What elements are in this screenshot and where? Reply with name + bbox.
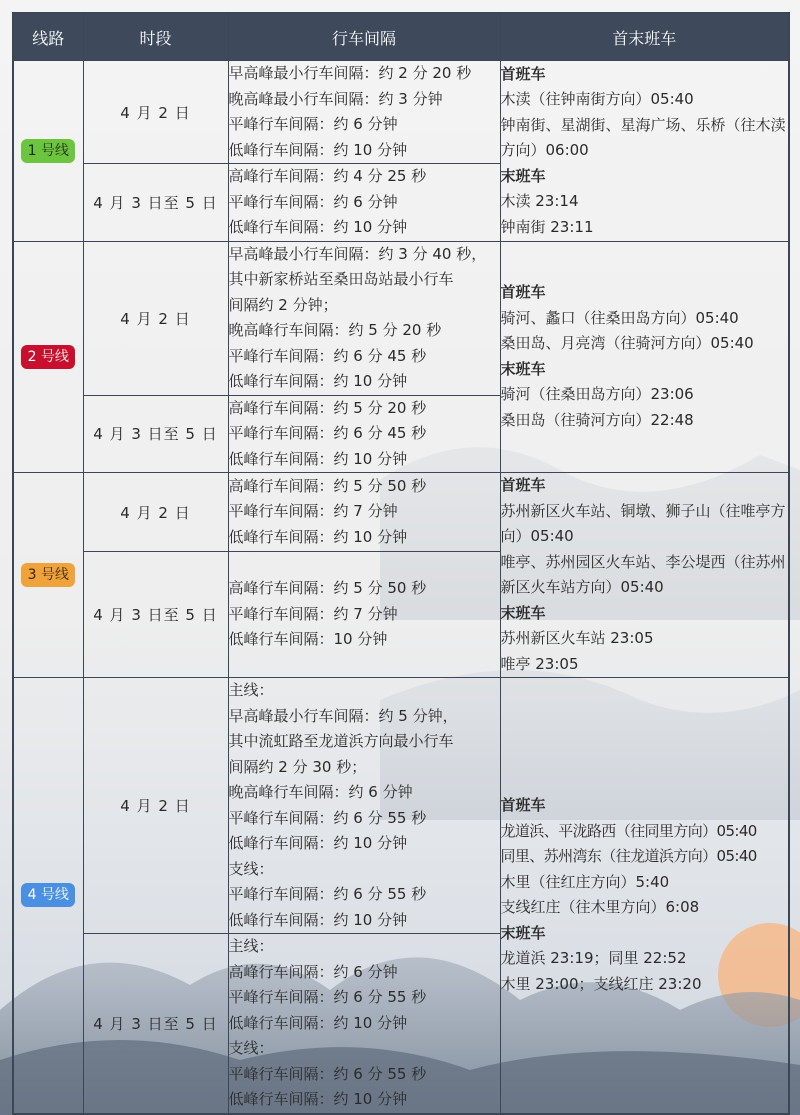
interval-line: 低峰行车间隔：约 10 分钟: [228, 527, 408, 546]
schedule-line: 骑河、蠡口（往桑田岛方向）05:40: [500, 308, 739, 327]
line-2-cell: [13, 241, 83, 473]
schedule-line: 木渎 23:14: [500, 192, 579, 210]
interval-line: 低峰行车间隔：约 10 分钟: [228, 140, 408, 159]
line-4-cell: [13, 678, 83, 1114]
interval-line: 低峰行车间隔：10 分钟: [228, 630, 388, 649]
interval-line: 早高峰最小行车间隔：约 2 分 20 秒: [228, 64, 472, 82]
interval-line: 低峰行车间隔：约 10 分钟: [228, 1090, 408, 1108]
period-cell: 4 月 3 日至 5 日: [83, 164, 228, 242]
last-train-heading: 末班车: [500, 166, 546, 185]
first-train-heading: 首班车: [500, 796, 546, 815]
interval-line: 平峰行车间隔：约 6 分 55 秒: [228, 988, 427, 1006]
last-train-heading: 末班车: [500, 923, 546, 942]
first-last-cell: [500, 473, 789, 678]
schedule-line: 钟南街、星湖街、星海广场、乐桥（往木渎方向）06:00: [500, 115, 786, 159]
last-train-heading: 末班车: [500, 359, 546, 378]
line-3-cell: [13, 473, 83, 678]
interval-line: 间隔约 2 分 30 秒；: [228, 757, 367, 776]
first-last-cell: [500, 678, 789, 1114]
interval-line: 高峰行车间隔：约 5 分 50 秒: [228, 579, 427, 598]
schedule-line: 木里（往红庄方向）5:40: [500, 872, 670, 891]
schedule-line: 龙道浜、平泷路西（往同里方向）05:40: [500, 821, 757, 840]
period-cell: 4 月 2 日: [83, 61, 228, 164]
schedule-line: 桑田岛、月亮湾（往骑河方向）05:40: [500, 334, 754, 353]
interval-line: 其中流虹路至龙道浜方向最小行车: [228, 732, 454, 750]
interval-cell: [228, 395, 500, 473]
schedule-line: 苏州新区火车站 23:05: [500, 629, 654, 647]
interval-line: 低峰行车间隔：约 10 分钟: [228, 372, 408, 390]
interval-line: 低峰行车间隔：约 10 分钟: [228, 834, 408, 852]
table-header-row: [13, 13, 789, 61]
last-train-heading: 末班车: [500, 603, 546, 622]
first-train-heading: 首班车: [500, 476, 546, 494]
table-row: [13, 241, 789, 395]
schedule-line: 桑田岛（往骑河方向）22:48: [500, 410, 694, 429]
period-cell: 4 月 2 日: [83, 241, 228, 395]
schedule-line: 木里 23:00；支线红庄 23:20: [500, 974, 702, 993]
interval-line: 高峰行车间隔：约 5 分 20 秒: [228, 398, 427, 417]
line-1-badge: 1 号线: [21, 139, 75, 163]
interval-line: 平峰行车间隔：约 6 分 45 秒: [228, 346, 427, 365]
schedule-line: 钟南街 23:11: [500, 217, 594, 236]
schedule-line: 唯亭、苏州园区火车站、李公堤西（往苏州新区火车站方向）05:40: [500, 552, 786, 596]
line-3-badge: 3 号线: [21, 563, 75, 587]
schedule-line: 骑河（往桑田岛方向）23:06: [500, 385, 694, 404]
interval-line: 其中新家桥站至桑田岛站最小行车: [228, 270, 454, 288]
period-cell: 4 月 3 日至 5 日: [83, 552, 228, 678]
interval-line: 平峰行车间隔：约 7 分钟: [228, 502, 398, 521]
schedule-line: 同里、苏州湾东（往龙道浜方向）05:40: [500, 847, 757, 866]
period-cell: 4 月 3 日至 5 日: [83, 395, 228, 473]
interval-line: 晚高峰行车间隔：约 5 分 20 秒: [228, 321, 442, 339]
interval-line: 平峰行车间隔：约 7 分钟: [228, 604, 398, 623]
period-cell: 4 月 2 日: [83, 678, 228, 934]
interval-line: 平峰行车间隔：约 6 分 45 秒: [228, 424, 427, 442]
line-1-cell: [13, 61, 83, 242]
interval-cell: [228, 934, 500, 1114]
interval-line: 支线：: [228, 1039, 274, 1057]
table-row: [13, 61, 789, 164]
interval-line: 平峰行车间隔：约 6 分 55 秒: [228, 808, 427, 827]
interval-line: 平峰行车间隔：约 6 分钟: [228, 192, 398, 211]
table-row: [13, 678, 789, 934]
header-first-last: 首末班车: [500, 13, 789, 61]
interval-cell: [228, 241, 500, 395]
first-train-heading: 首班车: [500, 283, 546, 302]
interval-line: 低峰行车间隔：约 10 分钟: [228, 218, 408, 236]
schedule-line: 支线红庄（往木里方向）6:08: [500, 898, 700, 917]
interval-line: 高峰行车间隔：约 5 分 50 秒: [228, 476, 427, 495]
interval-line: 间隔约 2 分钟；: [228, 295, 338, 314]
interval-cell: [228, 61, 500, 164]
interval-line: 高峰行车间隔：约 6 分钟: [228, 962, 398, 981]
interval-line: 低峰行车间隔：约 10 分钟: [228, 910, 408, 929]
line-2-badge: 2 号线: [21, 345, 75, 369]
metro-schedule-table: [12, 12, 790, 1115]
interval-line: 晚高峰最小行车间隔：约 3 分钟: [228, 89, 443, 108]
interval-line: 平峰行车间隔：约 6 分 55 秒: [228, 1064, 427, 1083]
interval-line: 早高峰最小行车间隔：约 3 分 40 秒，: [228, 244, 487, 263]
period-cell: 4 月 3 日至 5 日: [83, 934, 228, 1114]
interval-line: 早高峰最小行车间隔：约 5 分钟，: [228, 706, 458, 725]
line-4-badge: 4 号线: [21, 883, 75, 907]
schedule-line: 木渎（往钟南街方向）05:40: [500, 90, 694, 108]
interval-line: 晚高峰行车间隔：约 6 分钟: [228, 783, 413, 801]
interval-cell: [228, 678, 500, 934]
interval-line: 主线：: [228, 681, 274, 699]
header-interval: 行车间隔: [228, 13, 500, 61]
first-train-heading: 首班车: [500, 64, 546, 83]
interval-cell: [228, 164, 500, 242]
first-last-cell: [500, 61, 789, 242]
schedule-line: 唯亭 23:05: [500, 654, 579, 673]
interval-line: 主线：: [228, 937, 274, 955]
interval-line: 低峰行车间隔：约 10 分钟: [228, 449, 408, 468]
interval-cell: [228, 473, 500, 552]
interval-line: 平峰行车间隔：约 6 分钟: [228, 115, 398, 133]
interval-cell: [228, 552, 500, 678]
interval-line: 低峰行车间隔：约 10 分钟: [228, 1013, 408, 1032]
header-period: 时段: [83, 13, 228, 61]
first-last-cell: [500, 241, 789, 473]
table-row: [13, 473, 789, 552]
interval-line: 支线：: [228, 859, 274, 878]
period-cell: 4 月 2 日: [83, 473, 228, 552]
interval-line: 平峰行车间隔：约 6 分 55 秒: [228, 885, 427, 903]
schedule-line: 苏州新区火车站、铜墩、狮子山（往唯亭方向）05:40: [500, 501, 786, 545]
schedule-line: 龙道浜 23:19；同里 22:52: [500, 949, 687, 968]
interval-line: 高峰行车间隔：约 4 分 25 秒: [228, 167, 427, 185]
header-line: 线路: [13, 13, 83, 61]
